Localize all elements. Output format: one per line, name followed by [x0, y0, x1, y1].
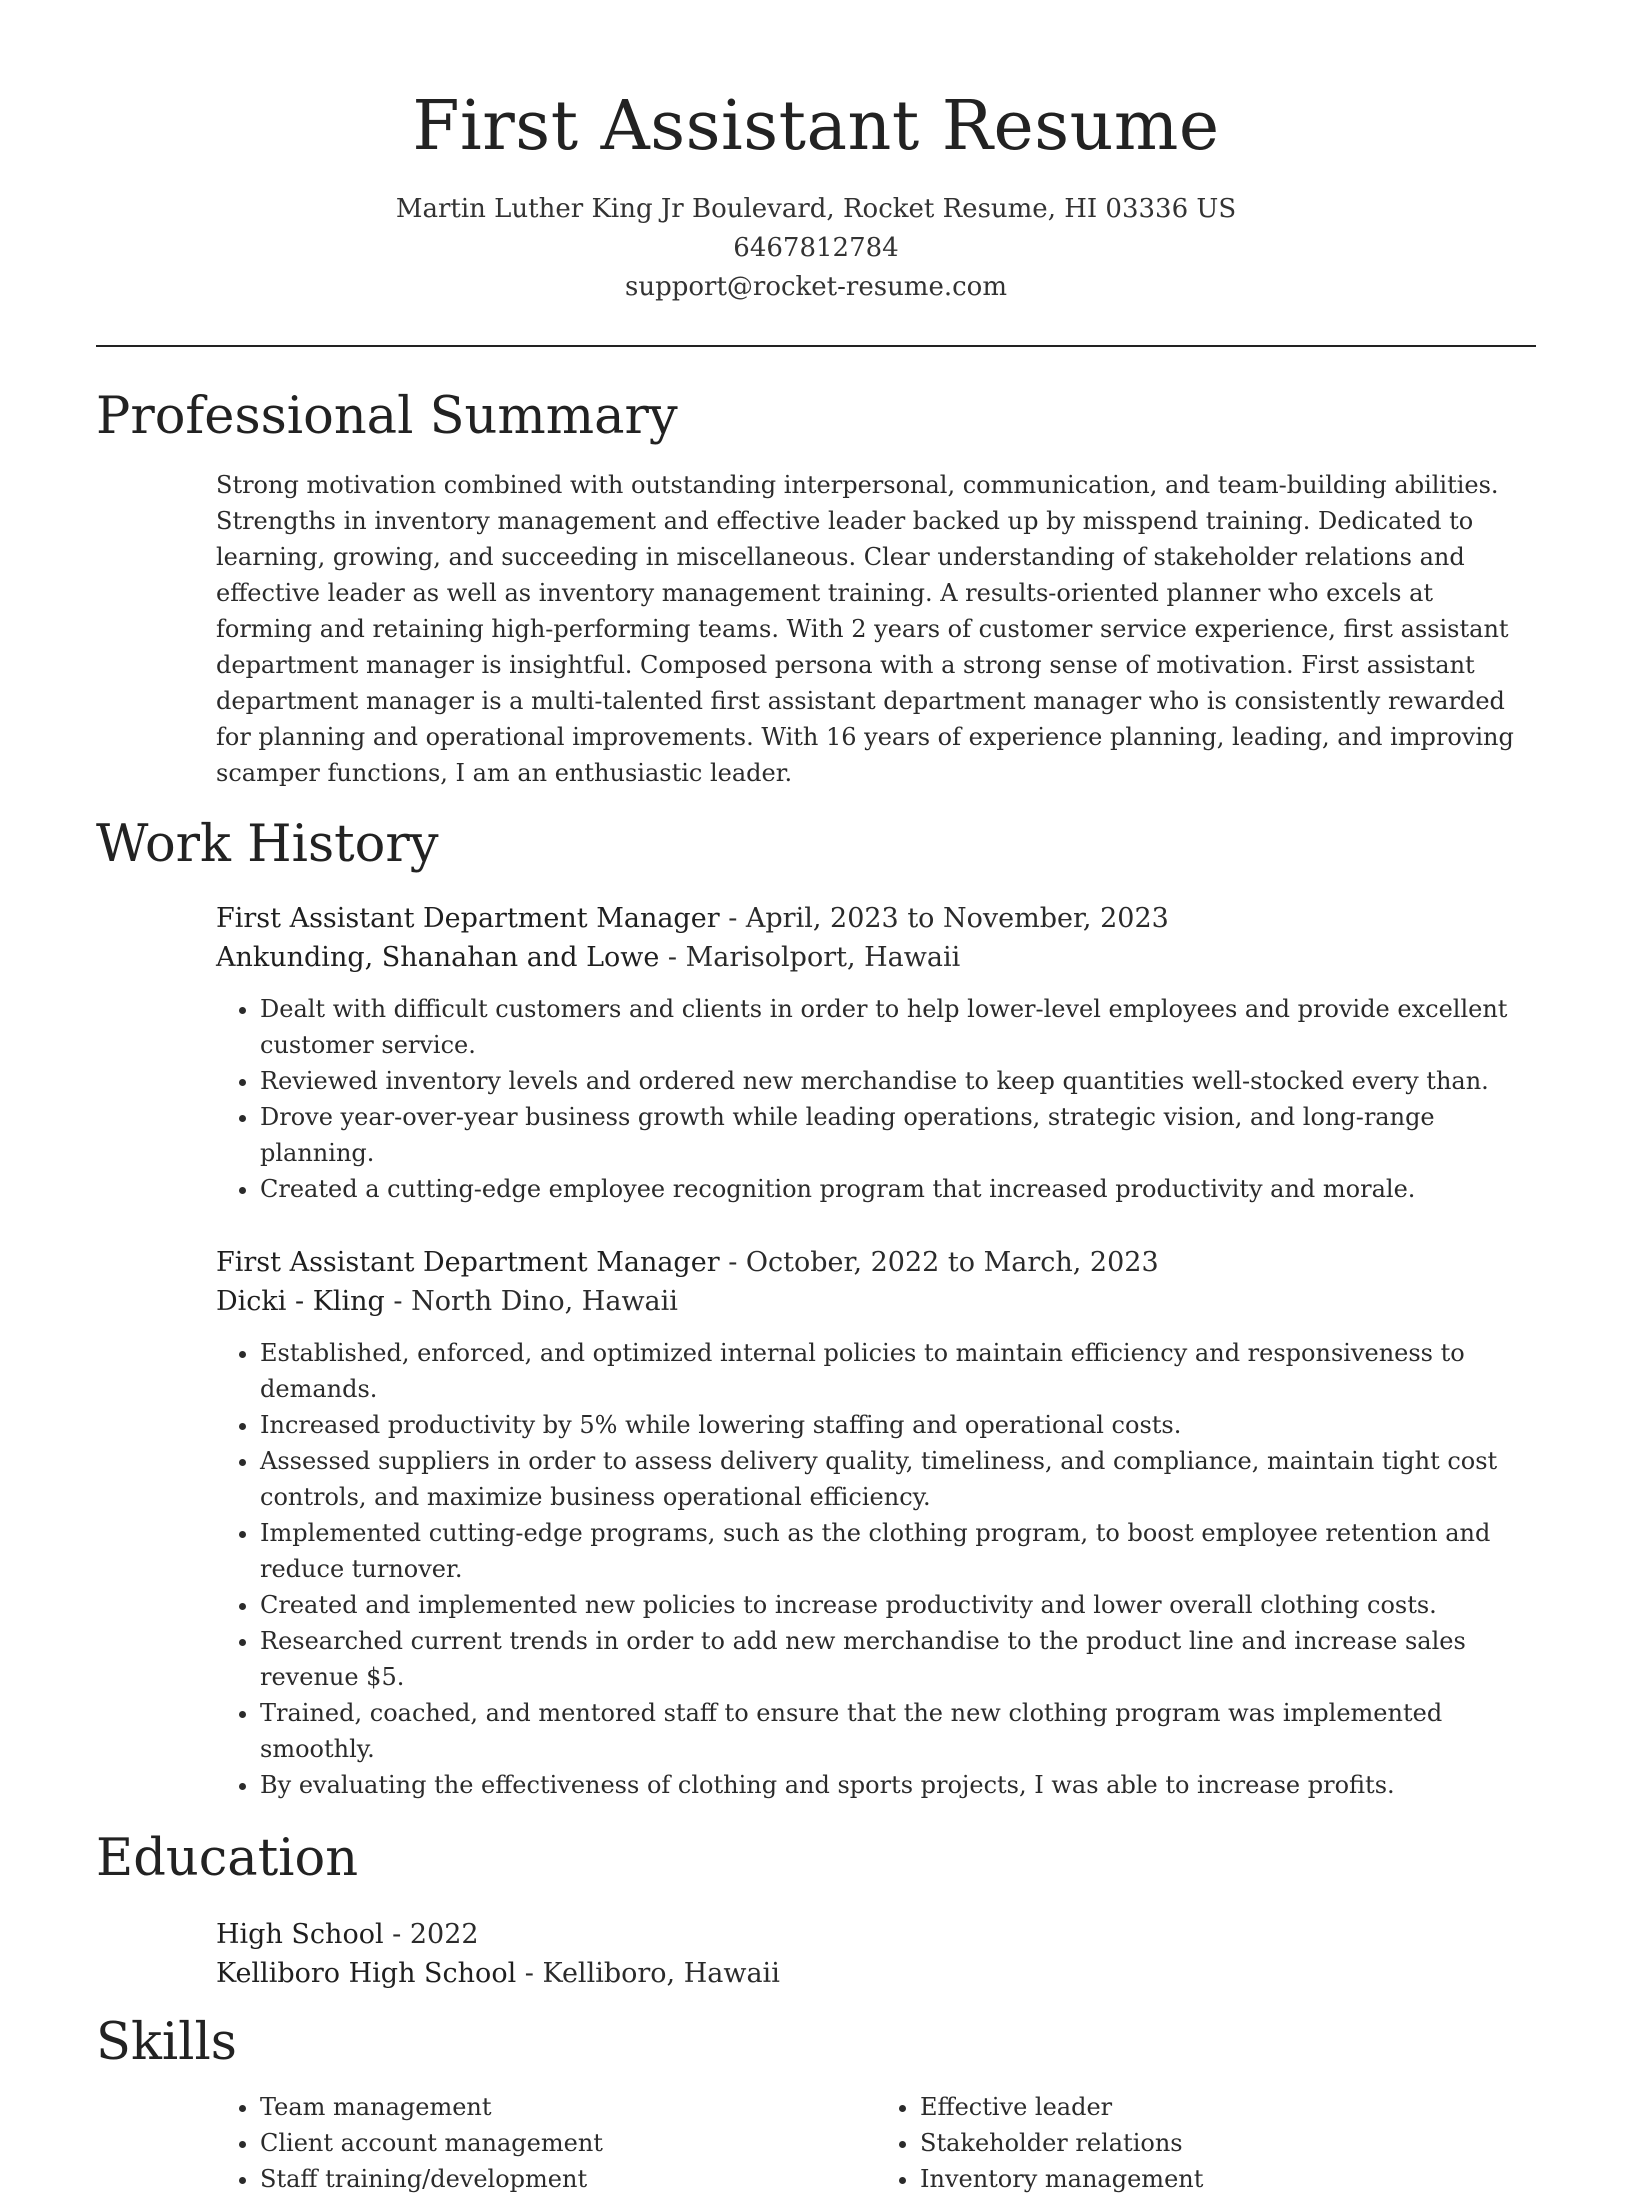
skill-item: • Staff training/development	[260, 2161, 876, 2197]
job-bullet: • Created and implemented new policies to increase productivity and lower overall clothing costs.	[260, 1587, 1536, 1623]
section-title-work-history: Work History	[96, 815, 439, 874]
education-school: Kelliboro High School	[216, 1958, 517, 1989]
job-company: Dicki - Kling	[216, 1286, 385, 1317]
education-location: - Kelliboro, Hawaii	[516, 1958, 780, 1989]
job-position: First Assistant Department Manager	[216, 903, 720, 934]
job-bullets	[216, 1335, 1536, 1803]
job-dates: - April, 2023 to November, 2023	[719, 903, 1169, 934]
job-entry	[216, 1243, 1536, 1803]
education-degree-line	[216, 1915, 1536, 1954]
skill-item: • Stakeholder relations	[920, 2125, 1536, 2161]
header-divider	[96, 345, 1536, 347]
job-title-line	[216, 899, 1536, 938]
job-entry	[216, 899, 1536, 1207]
job-bullet: • Reviewed inventory levels and ordered new merchandise to keep quantities well-stocked every than.	[260, 1063, 1536, 1099]
job-dates: - October, 2022 to March, 2023	[719, 1247, 1159, 1278]
job-company-line	[216, 1282, 1536, 1321]
job-bullet: • Created a cutting-edge employee recognition program that increased productivity and morale.	[260, 1171, 1536, 1207]
job-company-line	[216, 938, 1536, 977]
job-position: First Assistant Department Manager	[216, 1247, 720, 1278]
job-bullet: • Trained, coached, and mentored staff to ensure that the new clothing program was implemented smoothly.	[260, 1695, 1536, 1767]
skills-column-right	[876, 2089, 1536, 2197]
skill-item: • Team management	[260, 2089, 876, 2125]
section-title-summary: Professional Summary	[96, 387, 678, 446]
job-bullets	[216, 991, 1536, 1207]
job-bullet: • By evaluating the effectiveness of clothing and sports projects, I was able to increase profits.	[260, 1767, 1536, 1803]
resume-header	[96, 0, 1536, 307]
job-company: Ankunding, Shanahan and Lowe	[216, 942, 660, 973]
skill-item: • Inventory management	[920, 2161, 1536, 2197]
education-year: - 2022	[383, 1919, 479, 1950]
summary-text: Strong motivation combined with outstanding interpersonal, communication, and team-building abilities. Strengths in inventory management and effective leader backed up by misspend training. Dedicated to learning, growing, and succeeding in miscellaneous. Clear understanding of stakeholder relations and effective leader as well as inventory management training. A results-oriented planner who excels at forming and retaining high-performing teams. With 2 years of customer service experience, first assistant department manager is insightful. Composed persona with a strong sense of motivation. First assistant department manager is a multi-talented first assistant department manager who is consistently rewarded for planning and operational improvements. With 16 years of experience planning, leading, and improving scamper functions, I am an enthusiastic leader.	[216, 471, 1514, 787]
section-title-education: Education	[96, 1829, 359, 1888]
job-location: - North Dino, Hawaii	[384, 1286, 678, 1317]
job-bullet: • Assessed suppliers in order to assess delivery quality, timeliness, and compliance, maintain tight cost controls, and maximize business operational efficiency.	[260, 1443, 1536, 1515]
phone: 6467812784	[733, 233, 899, 263]
job-bullet: • Dealt with difficult customers and clients in order to help lower-level employees and provide excellent customer service.	[260, 991, 1536, 1063]
education-entry	[216, 1915, 1536, 1993]
skill-item: • Effective leader	[920, 2089, 1536, 2125]
education-school-line	[216, 1954, 1536, 1993]
education-degree: High School	[216, 1919, 384, 1950]
address: Martin Luther King Jr Boulevard, Rocket Resume, HI 03336 US	[395, 194, 1237, 224]
section-title-skills: Skills	[96, 2013, 237, 2072]
skill-item: • Client account management	[260, 2125, 876, 2161]
resume-page	[96, 0, 1536, 2197]
job-bullet: • Increased productivity by 5% while lowering staffing and operational costs.	[260, 1407, 1536, 1443]
resume-title: First Assistant Resume	[412, 87, 1220, 166]
contact-info	[96, 190, 1536, 307]
job-bullet: • Researched current trends in order to add new merchandise to the product line and increase sales revenue $5.	[260, 1623, 1536, 1695]
work-history	[216, 899, 1536, 1803]
job-location: - Marisolport, Hawaii	[659, 942, 961, 973]
job-bullet: • Implemented cutting-edge programs, such as the clothing program, to boost employee retention and reduce turnover.	[260, 1515, 1536, 1587]
skills-column-left	[216, 2089, 876, 2197]
job-bullet: • Established, enforced, and optimized internal policies to maintain efficiency and responsiveness to demands.	[260, 1335, 1536, 1407]
job-title-line	[216, 1243, 1536, 1282]
skills-list	[216, 2089, 1536, 2197]
job-bullet: • Drove year-over-year business growth while leading operations, strategic vision, and long-range planning.	[260, 1099, 1536, 1171]
email: support@rocket-resume.com	[624, 272, 1007, 302]
